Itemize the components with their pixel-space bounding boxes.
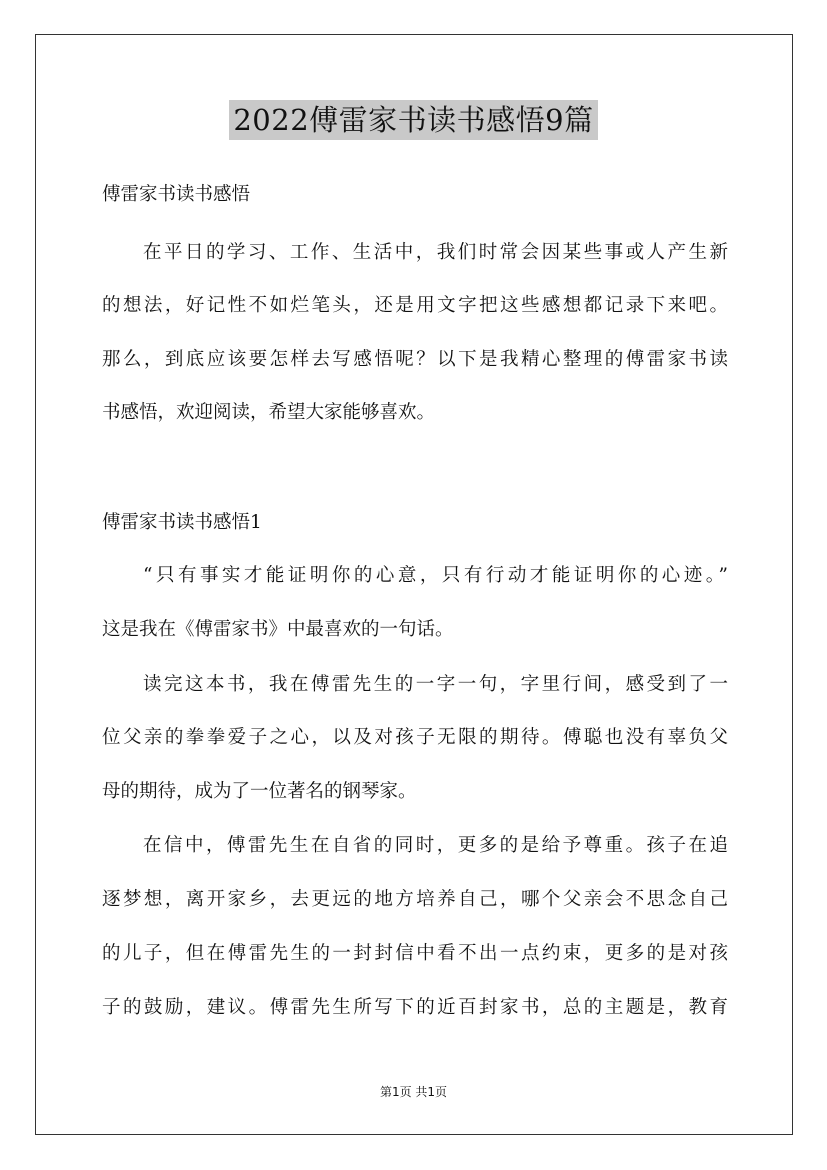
paragraph-line: 读完这本书，我在傅雷先生的一字一句，字里行间，感受到了一	[143, 674, 728, 695]
paragraph-line: “只有事实才能证明你的心意，只有行动才能证明你的心迹。”	[143, 565, 728, 586]
section-heading: 傅雷家书读书感悟1	[102, 512, 262, 533]
paragraph-line: 的想法，好记性不如烂笔头，还是用文字把这些感想都记录下来吧。	[102, 295, 728, 316]
document-title: 2022傅雷家书读书感悟9篇	[229, 100, 597, 140]
paragraph-line: 的儿子，但在傅雷先生的一封封信中看不出一点约束，更多的是对孩	[102, 943, 728, 964]
paragraph-line: 位父亲的拳拳爱子之心，以及对孩子无限的期待。傅聪也没有辜负父	[102, 727, 728, 748]
paragraph-line: 逐梦想，离开家乡，去更远的地方培养自己，哪个父亲会不思念自己	[102, 889, 728, 910]
paragraph-line: 母的期待，成为了一位著名的钢琴家。	[102, 781, 417, 802]
section-heading: 傅雷家书读书感悟	[102, 184, 251, 205]
page-footer: 第1页 共1页	[379, 1085, 448, 1099]
paragraph-line: 这是我在《傅雷家书》中最喜欢的一句话。	[102, 619, 454, 640]
paragraph-line: 书感悟，欢迎阅读，希望大家能够喜欢。	[102, 402, 436, 423]
paragraph-line: 子的鼓励，建议。傅雷先生所写下的近百封家书，总的主题是，教育	[102, 997, 728, 1018]
paragraph-line: 在平日的学习、工作、生活中，我们时常会因某些事或人产生新	[143, 242, 728, 263]
paragraph-line: 那么，到底应该要怎样去写感悟呢？以下是我精心整理的傅雷家书读	[102, 349, 728, 370]
paragraph-line: 在信中，傅雷先生在自省的同时，更多的是给予尊重。孩子在追	[143, 835, 728, 856]
